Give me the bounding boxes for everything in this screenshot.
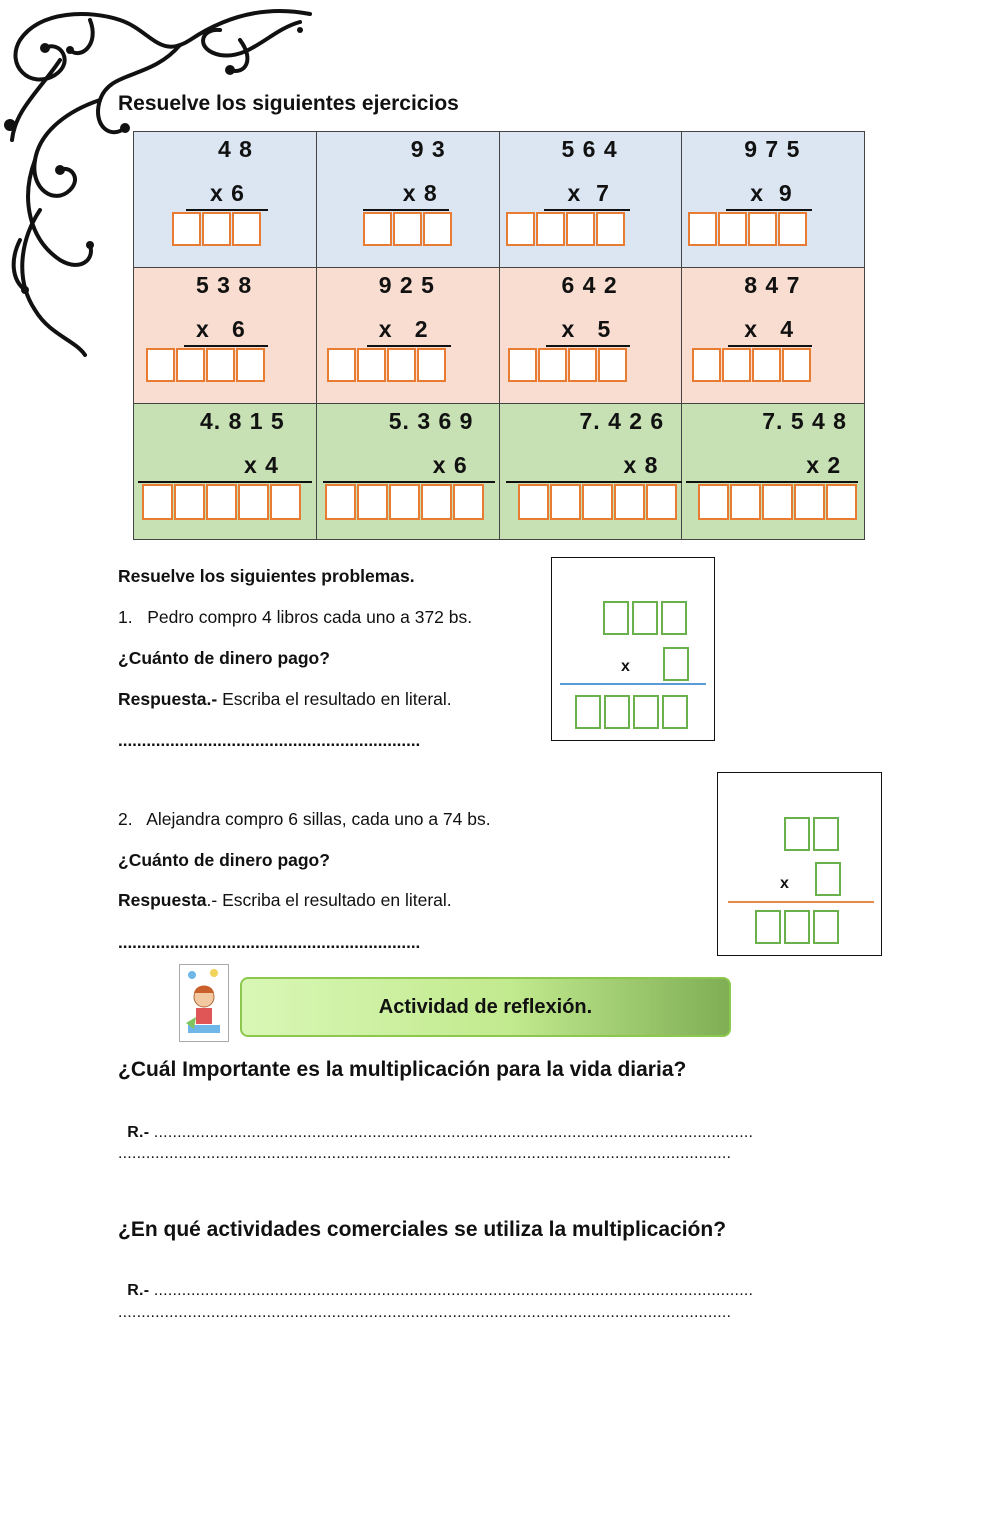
- multiplier: x 9: [750, 180, 793, 206]
- answer-digit-box[interactable]: [762, 484, 793, 520]
- operation-rule: [560, 683, 706, 685]
- answer-boxes: [327, 348, 446, 382]
- result-digit-box[interactable]: [755, 910, 781, 944]
- exercise-cell: [499, 132, 682, 268]
- answer-boxes: [146, 348, 265, 382]
- answer-digit-box[interactable]: [142, 484, 173, 520]
- question-2-answer-line-2[interactable]: ....................................................................................................................................: [118, 1304, 732, 1321]
- result-rule: [367, 345, 451, 347]
- answer-digit-box[interactable]: [582, 484, 613, 520]
- exercise-cell: [134, 268, 317, 404]
- answer-digit-box[interactable]: [722, 348, 751, 382]
- problem-2-statement: [118, 809, 491, 830]
- problem-number: 2.: [118, 809, 133, 829]
- answer-digit-box[interactable]: [421, 484, 452, 520]
- answer-digit-box[interactable]: [826, 484, 857, 520]
- operand-digit-box[interactable]: [603, 601, 629, 635]
- multiplicand: 4 8: [218, 136, 253, 162]
- answer-digit-box[interactable]: [698, 484, 729, 520]
- answer-digit-box[interactable]: [417, 348, 446, 382]
- multiplicand: 9 3: [410, 136, 446, 162]
- question-1-answer-line[interactable]: [118, 1106, 753, 1142]
- answer-digit-box[interactable]: [596, 212, 625, 246]
- answer-label: Respuesta.-: [118, 689, 218, 709]
- answer-digit-box[interactable]: [598, 348, 627, 382]
- answer-digit-box[interactable]: [752, 348, 781, 382]
- result-rule: [726, 209, 812, 211]
- multiplier: x 8: [623, 452, 659, 478]
- r-dots: .................................................................................................................................: [149, 1124, 754, 1141]
- result-digit-box[interactable]: [813, 910, 839, 944]
- answer-digit-box[interactable]: [202, 212, 231, 246]
- operand-digit-box[interactable]: [632, 601, 658, 635]
- result-digit-box[interactable]: [604, 695, 630, 729]
- answer-label: Respuesta: [118, 890, 207, 910]
- result-rule: [506, 481, 682, 483]
- result-rule: [186, 209, 268, 211]
- answer-digit-box[interactable]: [176, 348, 205, 382]
- multiplicand: 8 4 7: [744, 272, 801, 298]
- answer-digit-box[interactable]: [453, 484, 484, 520]
- answer-digit-box[interactable]: [387, 348, 416, 382]
- answer-digit-box[interactable]: [508, 348, 537, 382]
- answer-digit-box[interactable]: [327, 348, 356, 382]
- answer-boxes: [692, 348, 811, 382]
- answer-boxes: [325, 484, 484, 520]
- answer-boxes: [363, 212, 452, 246]
- question-1-answer-line-2[interactable]: ....................................................................................................................................: [118, 1145, 732, 1162]
- multiplier: x 7: [567, 180, 610, 206]
- operand-digit-box[interactable]: [784, 817, 810, 851]
- multiplier: x 2: [806, 452, 842, 478]
- answer-digit-box[interactable]: [646, 484, 677, 520]
- answer-digit-box[interactable]: [692, 348, 721, 382]
- answer-digit-box[interactable]: [393, 212, 422, 246]
- problem-1-answer-line[interactable]: ................................................................: [118, 731, 421, 750]
- answer-digit-box[interactable]: [206, 484, 237, 520]
- r-label: R.-: [127, 1282, 150, 1299]
- multiplier: x 6: [432, 452, 468, 478]
- answer-digit-box[interactable]: [782, 348, 811, 382]
- result-rule: [363, 209, 449, 211]
- answer-digit-box[interactable]: [568, 348, 597, 382]
- multiplicand: 4. 8 1 5: [200, 408, 285, 434]
- exercise-cell: [499, 268, 682, 404]
- multiplier: x 2: [378, 316, 429, 342]
- answer-digit-box[interactable]: [730, 484, 761, 520]
- answer-boxes: [518, 484, 677, 520]
- multiplicand: 7. 5 4 8: [762, 408, 847, 434]
- result-digit-box[interactable]: [662, 695, 688, 729]
- problem-2-operation-box: [717, 772, 882, 956]
- multiplicand: 5 6 4: [561, 136, 618, 162]
- answer-digit-box[interactable]: [778, 212, 807, 246]
- exercise-row: [134, 404, 865, 540]
- exercise-cell: [316, 132, 499, 268]
- answer-digit-box[interactable]: [506, 212, 535, 246]
- answer-digit-box[interactable]: [357, 484, 388, 520]
- answer-digit-box[interactable]: [389, 484, 420, 520]
- problem-2-answer-instruction: [118, 890, 452, 911]
- answer-digit-box[interactable]: [566, 212, 595, 246]
- problem-2-answer-line[interactable]: ................................................................: [118, 933, 421, 952]
- problem-text: Pedro compro 4 libros cada uno a 372 bs.: [147, 607, 473, 627]
- question-2-answer-line[interactable]: [118, 1264, 753, 1300]
- exercise-cell: [316, 268, 499, 404]
- multiplicand: 9 7 5: [744, 136, 801, 162]
- answer-digit-box[interactable]: [748, 212, 777, 246]
- multiplication-grid: [133, 131, 865, 540]
- exercise-cell: [682, 404, 865, 540]
- result-rule: [728, 345, 812, 347]
- multiply-sign: x: [780, 875, 789, 892]
- operand-digit-box[interactable]: [661, 601, 687, 635]
- result-rule: [546, 345, 630, 347]
- result-rule: [184, 345, 268, 347]
- result-digit-box[interactable]: [784, 910, 810, 944]
- answer-digit-box[interactable]: [270, 484, 301, 520]
- reflection-activity-banner: Actividad de reflexión.: [240, 977, 731, 1037]
- answer-digit-box[interactable]: [718, 212, 747, 246]
- result-rule: [544, 209, 630, 211]
- problem-1-statement: [118, 607, 472, 628]
- answer-digit-box[interactable]: [325, 484, 356, 520]
- answer-boxes: [506, 212, 625, 246]
- exercise-cell: [682, 132, 865, 268]
- multiplicand: 5 3 8: [196, 272, 253, 298]
- answer-digit-box[interactable]: [794, 484, 825, 520]
- multiplicand: 6 4 2: [561, 272, 618, 298]
- answer-text: .- Escriba el resultado en literal.: [206, 890, 452, 910]
- exercise-cell: [134, 404, 317, 540]
- result-digit-box[interactable]: [575, 695, 601, 729]
- answer-text: Escriba el resultado en literal.: [217, 689, 452, 709]
- problem-text: Alejandra compro 6 sillas, cada uno a 74 bs.: [146, 809, 491, 829]
- answer-digit-box[interactable]: [174, 484, 205, 520]
- multiplier: x 6: [196, 316, 246, 342]
- exercise-cell: [316, 404, 499, 540]
- problem-number: 1.: [118, 607, 133, 627]
- problems-heading: Resuelve los siguientes problemas.: [118, 566, 415, 586]
- multiplier: x 5: [561, 316, 612, 342]
- exercise-cell: [682, 268, 865, 404]
- operand-digit-box[interactable]: [663, 647, 689, 681]
- answer-digit-box[interactable]: [363, 212, 392, 246]
- exercise-row: [134, 268, 865, 404]
- answer-boxes: [508, 348, 627, 382]
- multiplicand: 7. 4 2 6: [579, 408, 665, 434]
- answer-digit-box[interactable]: [357, 348, 386, 382]
- answer-digit-box[interactable]: [172, 212, 201, 246]
- answer-boxes: [698, 484, 857, 520]
- answer-digit-box[interactable]: [206, 348, 235, 382]
- question-2: ¿En qué actividades comerciales se utiliza la multiplicación?: [118, 1218, 727, 1241]
- multiplier: x 4: [244, 452, 279, 478]
- result-rule: [323, 481, 495, 483]
- exercise-cell: [134, 132, 317, 268]
- answer-digit-box[interactable]: [518, 484, 549, 520]
- answer-boxes: [142, 484, 301, 520]
- answer-digit-box[interactable]: [146, 348, 175, 382]
- problem-1-operation-box: [551, 557, 715, 741]
- page-title: Resuelve los siguientes ejercicios: [118, 92, 459, 115]
- answer-digit-box[interactable]: [232, 212, 261, 246]
- multiplier: x 6: [210, 180, 245, 206]
- exercise-row: [134, 132, 865, 268]
- answer-boxes: [172, 212, 261, 246]
- problem-1-answer-instruction: [118, 689, 452, 710]
- multiplicand: 9 2 5: [378, 272, 435, 298]
- operand-digit-box[interactable]: [815, 862, 841, 896]
- answer-digit-box[interactable]: [536, 212, 565, 246]
- operand-digit-box[interactable]: [813, 817, 839, 851]
- r-dots: .................................................................................................................................: [149, 1282, 754, 1299]
- answer-digit-box[interactable]: [688, 212, 717, 246]
- answer-boxes: [688, 212, 807, 246]
- result-rule: [138, 481, 312, 483]
- answer-digit-box[interactable]: [614, 484, 645, 520]
- result-digit-box[interactable]: [633, 695, 659, 729]
- multiplier: x 8: [402, 180, 438, 206]
- question-1: ¿Cuál Importante es la multiplicación para la vida diaria?: [118, 1058, 687, 1081]
- multiply-sign: x: [621, 658, 630, 675]
- multiplicand: 5. 3 6 9: [388, 408, 474, 434]
- answer-digit-box[interactable]: [238, 484, 269, 520]
- result-rule: [686, 481, 858, 483]
- child-illustration-icon: [179, 964, 229, 1042]
- r-label: R.-: [127, 1124, 150, 1141]
- exercise-cell: [499, 404, 682, 540]
- answer-digit-box[interactable]: [423, 212, 452, 246]
- answer-digit-box[interactable]: [236, 348, 265, 382]
- problem-2-question: ¿Cuánto de dinero pago?: [118, 850, 330, 870]
- problem-1-question: ¿Cuánto de dinero pago?: [118, 648, 330, 668]
- answer-digit-box[interactable]: [550, 484, 581, 520]
- operation-rule: [728, 901, 874, 903]
- multiplier: x 4: [744, 316, 795, 342]
- answer-digit-box[interactable]: [538, 348, 567, 382]
